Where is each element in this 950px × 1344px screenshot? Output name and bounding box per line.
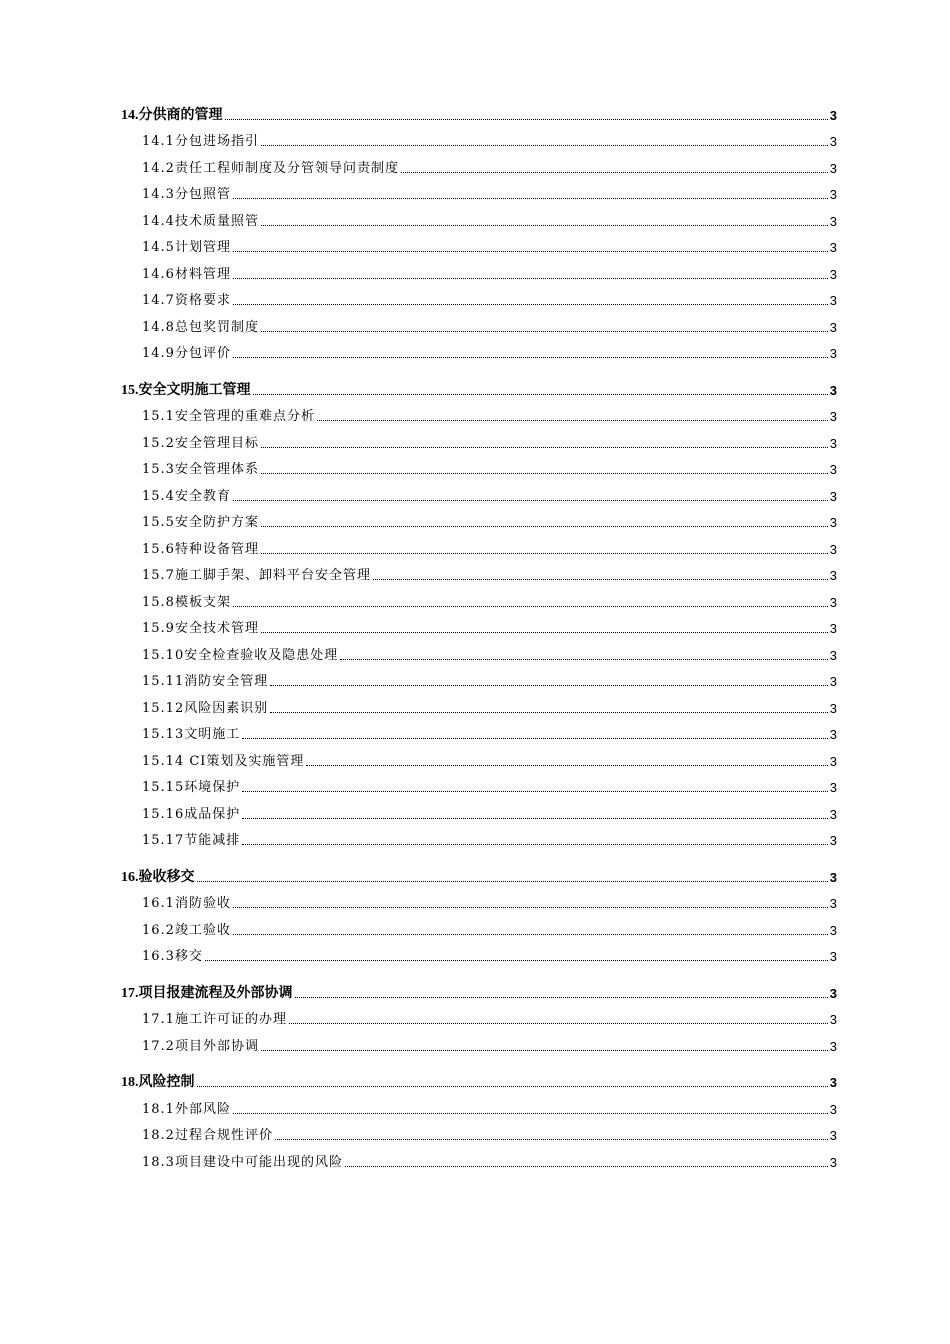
toc-entry-title: 17.2项目外部协调 — [142, 1038, 259, 1054]
toc-page-number: 3 — [829, 727, 837, 742]
toc-section-entry[interactable] — [121, 399, 837, 426]
toc-chapter-entry[interactable] — [121, 859, 837, 886]
toc-page-number: 3 — [829, 674, 837, 689]
toc-dot-leader — [233, 605, 828, 607]
toc-page-number: 3 — [829, 160, 837, 176]
toc-dot-leader — [233, 1112, 828, 1114]
toc-dot-leader — [373, 578, 828, 580]
toc-page-number: 3 — [829, 1038, 837, 1054]
toc-page-number: 3 — [829, 594, 837, 610]
toc-dot-leader — [401, 171, 828, 173]
toc-entry-title: 15.15环境保护 — [142, 780, 241, 795]
toc-page-number: 3 — [829, 1154, 837, 1170]
toc-entry-title: 17.项目报建流程及外部协调 — [121, 985, 293, 1001]
toc-section-entry[interactable] — [121, 425, 837, 452]
toc-dot-leader — [233, 250, 828, 252]
toc-section-entry[interactable] — [121, 230, 837, 257]
toc-entry-title: 18.3项目建设中可能出现的风险 — [142, 1154, 343, 1170]
toc-entry-title: 15.12风险因素识别 — [142, 700, 269, 716]
toc-page-number: 3 — [829, 780, 837, 795]
toc-page-number: 3 — [829, 949, 837, 964]
toc-dot-leader — [345, 1165, 828, 1167]
toc-entry-title: 15.4安全教育 — [142, 488, 231, 504]
toc-dot-leader — [253, 393, 828, 395]
toc-page-number: 3 — [829, 896, 837, 911]
toc-entry-title: 16.验收移交 — [121, 869, 195, 885]
toc-entry-title: 18.2过程合规性评价 — [142, 1128, 273, 1143]
toc-entry-title: 15.16成品保护 — [142, 806, 241, 822]
toc-page-number: 3 — [829, 382, 837, 398]
toc-entry-title: 14.6材料管理 — [142, 266, 231, 282]
toc-entry-title: 15.安全文明施工管理 — [121, 382, 251, 398]
toc-section-entry[interactable] — [121, 256, 837, 283]
toc-section-entry[interactable] — [121, 664, 837, 691]
toc-dot-leader — [242, 790, 828, 792]
toc-page-number: 3 — [829, 1012, 837, 1027]
toc-entry-title: 14.8总包奖罚制度 — [142, 319, 259, 335]
toc-entry-title: 14.1分包进场指引 — [142, 134, 259, 149]
toc-entry-title: 14.5计划管理 — [142, 240, 231, 255]
toc-chapter-entry[interactable] — [121, 97, 837, 124]
toc-entry-title: 14.2责任工程师制度及分管领导问责制度 — [142, 160, 399, 176]
toc-section-entry[interactable] — [121, 1002, 837, 1029]
toc-section-entry[interactable] — [121, 124, 837, 151]
toc-entry-title: 15.11消防安全管理 — [142, 674, 269, 689]
toc-section-entry[interactable] — [121, 203, 837, 230]
toc-dot-leader — [197, 1085, 828, 1087]
toc-dot-leader — [233, 303, 828, 305]
toc-page-number: 3 — [829, 647, 837, 663]
toc-entry-title: 15.3安全管理体系 — [142, 462, 259, 477]
toc-page-number: 3 — [829, 266, 837, 282]
toc-section-entry[interactable] — [121, 336, 837, 363]
toc-page-number: 3 — [829, 1101, 837, 1117]
toc-dot-leader — [242, 737, 828, 739]
toc-entry-title: 15.14 CI策划及实施管理 — [142, 753, 305, 769]
toc-section-entry[interactable] — [121, 637, 837, 664]
toc-entry-title: 18.1外部风险 — [142, 1101, 231, 1117]
toc-page-number: 3 — [829, 346, 837, 361]
toc-page-number: 3 — [829, 806, 837, 822]
toc-section-entry[interactable] — [121, 283, 837, 310]
toc-dot-leader — [306, 764, 827, 766]
toc-page-number: 3 — [829, 700, 837, 716]
toc-entry-title: 17.1施工许可证的办理 — [142, 1012, 287, 1027]
toc-page-number: 3 — [829, 240, 837, 255]
toc-dot-leader — [197, 880, 828, 882]
toc-section-entry[interactable] — [121, 796, 837, 823]
toc-dot-leader — [261, 144, 828, 146]
toc-dot-leader — [295, 996, 828, 998]
toc-section-entry[interactable] — [121, 611, 837, 638]
toc-entry-title: 15.10安全检查验收及隐患处理 — [142, 647, 339, 663]
toc-section-entry[interactable] — [121, 912, 837, 939]
toc-section-entry[interactable] — [121, 558, 837, 585]
toc-page-number: 3 — [829, 568, 837, 583]
toc-entry-title: 16.3移交 — [142, 949, 203, 964]
toc-chapter-entry[interactable] — [121, 372, 837, 399]
toc-entry-title: 15.13文明施工 — [142, 727, 241, 742]
toc-dot-leader — [261, 1049, 828, 1051]
toc-section-entry[interactable] — [121, 823, 837, 850]
toc-dot-leader — [261, 525, 828, 527]
toc-entry-title: 15.17节能减排 — [142, 833, 241, 848]
toc-dot-leader — [233, 933, 828, 935]
toc-entry-title: 16.1消防验收 — [142, 896, 231, 911]
toc-entry-title: 14.分供商的管理 — [121, 107, 223, 123]
toc-dot-leader — [270, 684, 828, 686]
toc-page-number: 3 — [829, 541, 837, 557]
toc-section-entry[interactable] — [121, 1144, 837, 1171]
toc-entry-title: 15.7施工脚手架、卸料平台安全管理 — [142, 568, 371, 583]
toc-entry-title: 16.2竣工验收 — [142, 922, 231, 938]
toc-entry-title: 15.8模板支架 — [142, 594, 231, 610]
table-of-contents — [121, 97, 837, 1171]
toc-section-entry[interactable] — [121, 309, 837, 336]
toc-dot-leader — [275, 1138, 828, 1140]
toc-entry-title: 15.5安全防护方案 — [142, 515, 259, 530]
toc-entry-title: 15.2安全管理目标 — [142, 435, 259, 451]
toc-dot-leader — [340, 658, 828, 660]
toc-page-number: 3 — [829, 1075, 837, 1090]
toc-chapter-entry[interactable] — [121, 975, 837, 1002]
toc-section-entry[interactable] — [121, 1028, 837, 1055]
toc-page-number: 3 — [829, 833, 837, 848]
toc-page-number: 3 — [829, 319, 837, 335]
toc-dot-leader — [317, 419, 828, 421]
toc-chapter-entry[interactable] — [121, 1065, 837, 1092]
toc-dot-leader — [261, 552, 828, 554]
toc-page-number: 3 — [829, 187, 837, 202]
toc-page-number: 3 — [829, 462, 837, 477]
toc-dot-leader — [261, 224, 828, 226]
toc-section-entry[interactable] — [121, 717, 837, 744]
toc-page-number: 3 — [829, 488, 837, 504]
toc-page-number: 3 — [829, 134, 837, 149]
toc-section-entry[interactable] — [121, 743, 837, 770]
toc-section-entry[interactable] — [121, 478, 837, 505]
toc-dot-leader — [261, 472, 828, 474]
toc-entry-title: 14.9分包评价 — [142, 346, 231, 361]
toc-entry-title: 15.6特种设备管理 — [142, 541, 259, 557]
toc-dot-leader — [261, 330, 828, 332]
toc-entry-title: 15.9安全技术管理 — [142, 621, 259, 636]
toc-entry-title: 18.风险控制 — [121, 1075, 195, 1090]
toc-section-entry[interactable] — [121, 939, 837, 966]
toc-page-number: 3 — [829, 409, 837, 424]
toc-section-entry[interactable] — [121, 690, 837, 717]
toc-dot-leader — [289, 1022, 828, 1024]
toc-page-number: 3 — [829, 435, 837, 451]
toc-page-number: 3 — [829, 753, 837, 769]
toc-dot-leader — [261, 631, 828, 633]
toc-entry-title: 14.7资格要求 — [142, 293, 231, 308]
toc-dot-leader — [270, 711, 828, 713]
toc-dot-leader — [242, 843, 828, 845]
toc-dot-leader — [225, 118, 828, 120]
toc-section-entry[interactable] — [121, 1091, 837, 1118]
toc-page-number: 3 — [829, 107, 837, 123]
toc-page-number: 3 — [829, 985, 837, 1001]
toc-entry-title: 14.4技术质量照管 — [142, 213, 259, 229]
toc-page-number: 3 — [829, 293, 837, 308]
toc-section-entry[interactable] — [121, 584, 837, 611]
toc-dot-leader — [261, 446, 828, 448]
toc-page-number: 3 — [829, 922, 837, 938]
toc-entry-title: 15.1安全管理的重难点分析 — [142, 409, 315, 424]
toc-page-number: 3 — [829, 869, 837, 885]
toc-section-entry[interactable] — [121, 505, 837, 532]
toc-page-number: 3 — [829, 621, 837, 636]
toc-dot-leader — [233, 499, 828, 501]
toc-section-entry[interactable] — [121, 886, 837, 913]
toc-dot-leader — [233, 356, 828, 358]
toc-section-entry[interactable] — [121, 770, 837, 797]
toc-section-entry[interactable] — [121, 1118, 837, 1145]
toc-dot-leader — [233, 197, 828, 199]
toc-entry-title: 14.3分包照管 — [142, 187, 231, 202]
toc-page-number: 3 — [829, 515, 837, 530]
toc-dot-leader — [205, 959, 828, 961]
toc-page-number: 3 — [829, 213, 837, 229]
toc-section-entry[interactable] — [121, 150, 837, 177]
toc-dot-leader — [242, 817, 828, 819]
toc-dot-leader — [233, 906, 828, 908]
toc-dot-leader — [233, 277, 828, 279]
toc-section-entry[interactable] — [121, 452, 837, 479]
toc-page-number: 3 — [829, 1128, 837, 1143]
toc-section-entry[interactable] — [121, 531, 837, 558]
toc-section-entry[interactable] — [121, 177, 837, 204]
